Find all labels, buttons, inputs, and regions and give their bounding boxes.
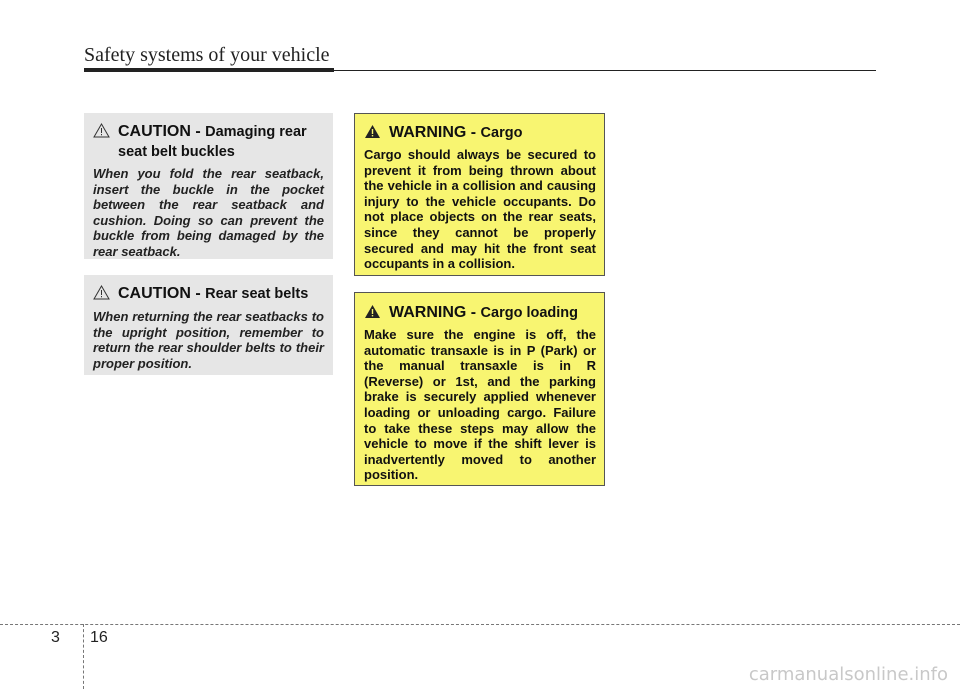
warning-header: [364, 303, 596, 324]
caution-header: [93, 122, 324, 162]
caution-box-buckles: [84, 113, 333, 259]
page-number: 16: [90, 629, 108, 646]
warning-body: Make sure the engine is off, the automatic transaxle is in P (Park) or the manual transaxle is in R (Reverse) or 1st, and the parking brake is securely applied whenever loading or unloading cargo. Failure to take these steps may allow the vehicle to move if the shift lever is inadvertently moved to another position.: [364, 327, 596, 483]
caution-triangle-icon: [93, 123, 110, 143]
footer-dashed-rule: [0, 624, 960, 625]
page-chapter-number: 3: [51, 629, 60, 646]
page-header-title: Safety systems of your vehicle: [84, 44, 330, 66]
caution-header: [93, 284, 324, 305]
caution-box-belts: [84, 275, 333, 375]
caution-subject: Rear seat belts: [205, 286, 309, 302]
warning-keyword: WARNING -: [389, 124, 481, 141]
header-rule-thin: [334, 70, 876, 71]
footer-dashed-divider: [83, 624, 84, 689]
warning-body: Cargo should always be secured to prevent it from being thrown about the vehicle in a collision and causing injury to the vehicle occupants. Do not place objects on the rear seats, since they cannot be properly secured and may hit the front seat occupants in a collision.: [364, 147, 596, 272]
warning-keyword: WARNING -: [389, 304, 481, 321]
warning-box-cargo: [354, 113, 605, 276]
warning-triangle-icon: [364, 304, 381, 324]
warning-subject: Cargo loading: [480, 305, 579, 321]
warning-box-cargo-loading: [354, 292, 605, 486]
caution-body: When returning the rear seatbacks to the upright position, remember to return the rear shoulder belts to their proper position.: [93, 309, 324, 371]
header-rule-thick: [84, 68, 334, 72]
caution-keyword: CAUTION -: [118, 123, 206, 140]
caution-keyword: CAUTION -: [118, 285, 206, 302]
warning-triangle-icon: [364, 124, 381, 144]
warning-header: [364, 123, 596, 144]
caution-subject: Damaging rear seat belt buckles: [118, 124, 307, 160]
caution-triangle-icon: [93, 285, 110, 305]
warning-subject: Cargo: [480, 125, 523, 141]
caution-body: When you fold the rear seatback, insert the buckle in the pocket between the rear seatback and cushion. Doing so can prevent the buckle from being damaged by the rear seatback.: [93, 166, 324, 259]
watermark: carmanualsonline.info: [748, 664, 948, 685]
